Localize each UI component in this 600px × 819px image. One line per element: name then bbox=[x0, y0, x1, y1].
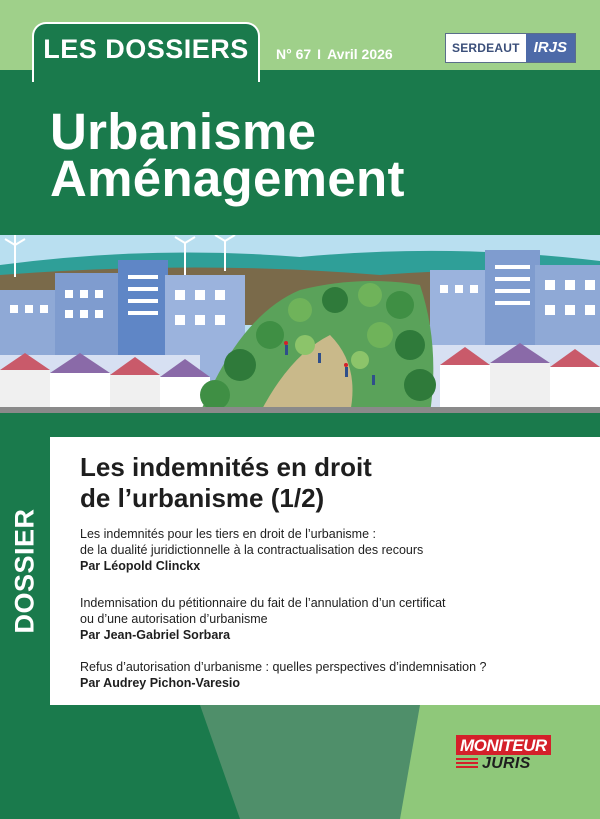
moniteur-juris-logo bbox=[456, 735, 574, 775]
issue-separator: I bbox=[317, 46, 322, 62]
article-2-by-prefix: Par bbox=[80, 628, 101, 642]
dossier-label-text: DOSSIER bbox=[9, 508, 40, 634]
article-2-line-2: ou d’une autorisation d’urbanisme bbox=[80, 612, 268, 626]
dossier-title-line-1: Les indemnités en droit bbox=[80, 452, 372, 482]
article-1-line-2: de la dualité juridictionnelle à la contractualisation des recours bbox=[80, 543, 424, 557]
article-2 bbox=[80, 595, 580, 643]
article-2-line-1: Indemnisation du pétitionnaire du fait de l’annulation d’un certificat bbox=[80, 596, 446, 610]
dossier-side-label bbox=[0, 437, 50, 705]
article-3-line-1: Refus d’autorisation d’urbanisme : quelles perspectives d’indemnisation ? bbox=[80, 660, 487, 674]
title-line-2: Aménagement bbox=[50, 150, 405, 207]
dossier-box bbox=[50, 437, 600, 705]
city-park-illustration bbox=[0, 235, 600, 413]
series-tab bbox=[32, 22, 260, 82]
dossier-title bbox=[80, 452, 580, 514]
article-1 bbox=[80, 526, 580, 574]
irjs-logo: IRJS bbox=[526, 34, 575, 62]
magazine-title bbox=[50, 103, 405, 207]
issue-number: N° 67 bbox=[276, 46, 312, 62]
article-1-byline bbox=[80, 558, 580, 574]
issue-info bbox=[276, 46, 393, 62]
series-label: LES DOSSIERS bbox=[43, 34, 249, 64]
publisher-line-1: MONITEUR bbox=[456, 735, 551, 755]
title-line-1: Urbanisme bbox=[50, 103, 317, 160]
article-1-line-1: Les indemnités pour les tiers en droit de l’urbanisme : bbox=[80, 527, 376, 541]
partner-logos bbox=[445, 33, 576, 63]
article-1-by-prefix: Par bbox=[80, 559, 101, 573]
article-1-author: Léopold Clinckx bbox=[103, 559, 201, 573]
article-3-author: Audrey Pichon-Varesio bbox=[103, 676, 241, 690]
publisher-line-2: JURIS bbox=[482, 755, 531, 772]
illustration-svg bbox=[0, 235, 600, 413]
issue-date: Avril 2026 bbox=[327, 46, 393, 62]
publisher-stripes-icon bbox=[456, 757, 480, 771]
serdeaut-logo: SERDEAUT bbox=[452, 41, 520, 55]
article-3-byline bbox=[80, 675, 580, 691]
dossier-title-line-2: de l’urbanisme (1/2) bbox=[80, 483, 325, 513]
article-3-by-prefix: Par bbox=[80, 676, 101, 690]
article-3 bbox=[80, 659, 580, 691]
article-2-byline bbox=[80, 627, 580, 643]
article-2-author: Jean-Gabriel Sorbara bbox=[103, 628, 231, 642]
